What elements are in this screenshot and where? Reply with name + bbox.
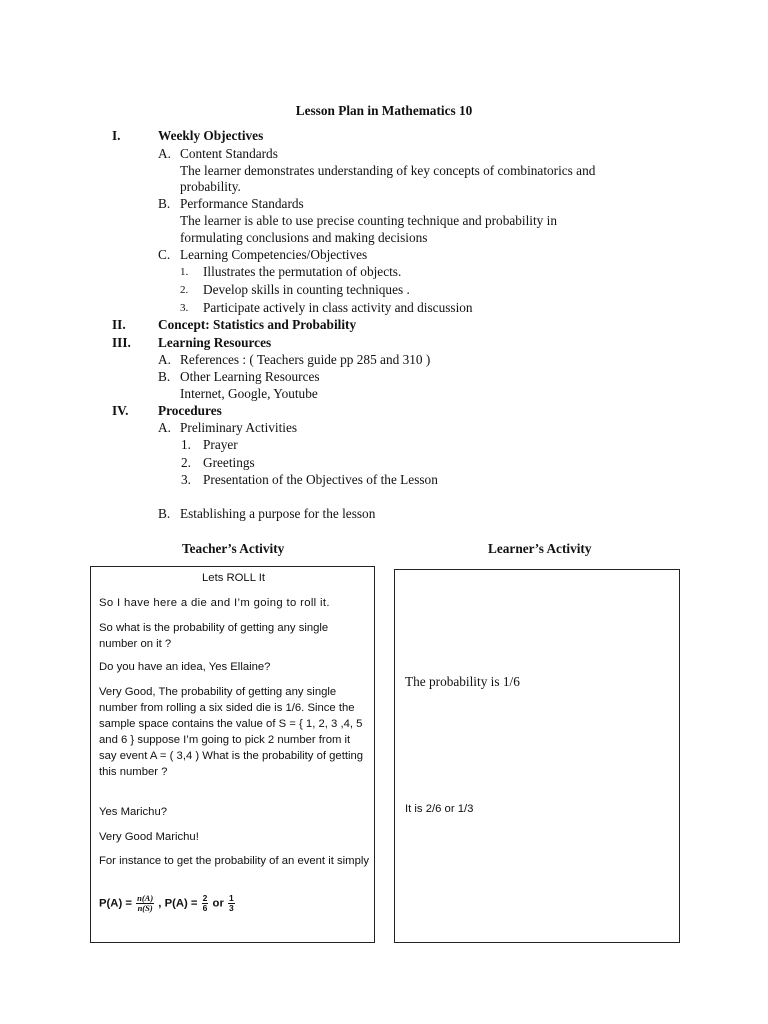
list-item: Illustrates the permutation of objects. [203,264,402,279]
list-number: 1. [181,437,191,452]
subsection-title: Content Standards [180,146,278,161]
probability-formula [99,894,369,913]
paragraph-line: Internet, Google, Youtube [180,386,318,401]
section-number: III. [112,335,131,350]
section-number: I. [112,128,121,143]
list-number: 3. [181,472,191,487]
dialogue-paragraph: Very Good, The probability of getting any single number from rolling a six sided die is 1/6. Since the sample space contains the value of S = { 1, 2, 3 ,4, 5 and 6 } suppose I’m going to pick 2 number from it say event A = ( 3,4 ) What is the probability of getting this number ? [99,686,364,778]
item-label: C. [158,247,171,262]
fraction-numerator: 1 [229,893,234,903]
list-number: 2. [181,455,191,470]
subsection-title: Preliminary Activities [180,420,298,435]
list-number: 1. [180,266,189,278]
formula-fraction [202,894,209,913]
page-title: Lesson Plan in Mathematics 10 [295,103,473,118]
formula-separator: , [158,897,162,910]
list-item: Presentation of the Objectives of the Lesson [203,472,438,487]
fraction-denominator: 6 [202,903,208,913]
fraction-denominator: n(S) [137,903,153,913]
learner-activity-box [394,569,680,943]
teacher-activity-header: Teacher’s Activity [182,541,285,556]
paragraph-line: References : ( Teachers guide pp 285 and 310 ) [180,352,431,367]
learner-answer: It is 2/6 or 1/3 [405,803,474,815]
box-heading: Lets ROLL It [202,572,265,584]
formula-lhs: P(A) = [164,897,198,910]
formula-fraction [136,894,154,913]
section-number: IV. [112,403,129,418]
formula-fraction [228,894,235,913]
list-item: Prayer [203,437,238,452]
item-label: B. [158,506,171,521]
learner-activity-header: Learner’s Activity [488,541,592,556]
section-heading: Procedures [158,403,222,418]
dialogue-line: Do you have an idea, Yes Ellaine? [99,661,271,673]
dialogue-line: So what is the probability of getting any single number on it ? [99,622,329,650]
section-heading: Weekly Objectives [158,128,264,143]
item-label: A. [158,420,171,435]
subsection-title: Establishing a purpose for the lesson [180,506,376,521]
item-label: B. [158,196,171,211]
teacher-activity-box [90,566,375,943]
fraction-numerator: 2 [202,893,208,903]
subsection-title: Other Learning Resources [180,369,320,384]
dialogue-line: So I have here a die and I’m going to roll it. [99,597,330,609]
item-label: A. [158,352,171,367]
paragraph-line: The learner demonstrates understanding of key concepts of combinatorics and [180,163,596,178]
dialogue-line: Very Good Marichu! [99,831,199,843]
list-item: Develop skills in counting techniques . [203,282,410,297]
subsection-title: Learning Competencies/Objectives [180,247,368,262]
section-number: II. [112,317,126,332]
list-number: 2. [180,284,189,296]
section-heading: Concept: Statistics and Probability [158,317,357,332]
paragraph-line: The learner is able to use precise counting technique and probability in [180,213,557,228]
formula-or: or [212,897,224,910]
formula-lhs: P(A) = [99,897,132,910]
section-heading: Learning Resources [158,335,272,350]
list-number: 3. [180,302,189,314]
list-item: Greetings [203,455,255,470]
dialogue-line: Yes Marichu? [99,806,168,818]
list-item: Participate actively in class activity and discussion [203,300,473,315]
dialogue-paragraph: For instance to get the probability of an event it simply [99,855,370,867]
fraction-denominator: 3 [229,903,234,913]
paragraph-line: probability. [180,179,241,194]
item-label: B. [158,369,171,384]
learner-answer: The probability is 1/6 [405,674,520,689]
subsection-title: Performance Standards [180,196,304,211]
item-label: A. [158,146,171,161]
fraction-numerator: n(A) [137,893,154,903]
paragraph-line: formulating conclusions and making decisions [180,230,428,245]
